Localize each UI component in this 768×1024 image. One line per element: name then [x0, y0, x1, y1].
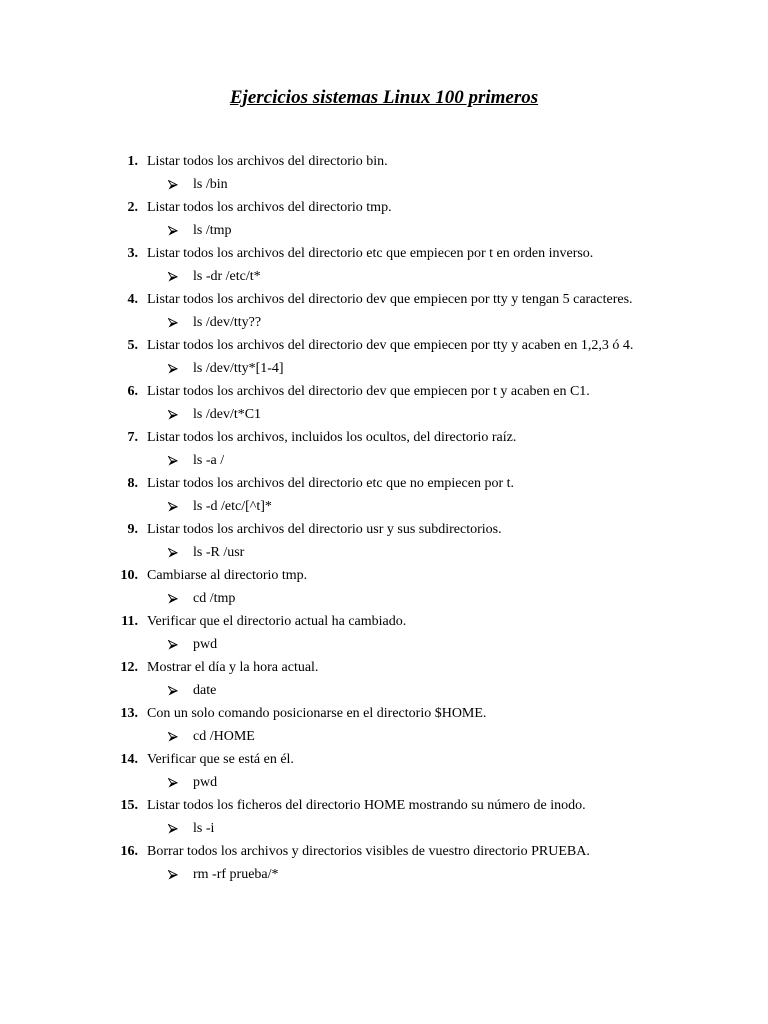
- exercise-answer: [0, 863, 768, 886]
- exercise-answer: [0, 219, 768, 242]
- exercise-number: 7.: [127, 430, 138, 445]
- exercise-question-text: Listar todos los archivos del directorio dev que empiecen por t y acaben en C1.: [147, 384, 590, 399]
- exercise-answer-command: ls -dr /etc/t*: [193, 269, 261, 284]
- exercise-answer: [0, 541, 768, 564]
- exercise-answer: [0, 403, 768, 426]
- exercise-question-text: Verificar que se está en él.: [147, 752, 294, 767]
- exercise-answer-command: cd /tmp: [193, 591, 236, 606]
- arrow-bullet-icon: [168, 502, 178, 512]
- exercise-question-text: Mostrar el día y la hora actual.: [147, 660, 319, 675]
- exercise-answer: [0, 587, 768, 610]
- exercise-answer: [0, 311, 768, 334]
- exercise-question-text: Listar todos los ficheros del directorio HOME mostrando su número de inodo.: [147, 798, 586, 813]
- exercise-answer-command: ls /dev/tty*[1-4]: [193, 361, 284, 376]
- exercise-answer: [0, 173, 768, 196]
- arrow-bullet-icon: [168, 318, 178, 328]
- exercise-number: 14.: [120, 752, 138, 767]
- exercise-answer: [0, 817, 768, 840]
- arrow-bullet-icon: [168, 686, 178, 696]
- exercise-question-text: Borrar todos los archivos y directorios visibles de vuestro directorio PRUEBA.: [147, 844, 590, 859]
- exercise-answer: [0, 449, 768, 472]
- arrow-bullet-icon: [168, 594, 178, 604]
- exercise-number: 16.: [120, 844, 138, 859]
- exercise-question: [0, 196, 768, 219]
- arrow-bullet-icon: [168, 548, 178, 558]
- exercise-question: [0, 564, 768, 587]
- exercise-number: 13.: [120, 706, 138, 721]
- exercise-question: [0, 334, 768, 357]
- exercise-answer: [0, 495, 768, 518]
- exercise-answer-command: ls -R /usr: [193, 545, 245, 560]
- arrow-bullet-icon: [168, 226, 178, 236]
- exercise-number: 12.: [120, 660, 138, 675]
- exercise-number: 3.: [127, 246, 138, 261]
- exercise-question-text: Listar todos los archivos del directorio dev que empiecen por tty y acaben en 1,2,3 ó 4.: [147, 338, 634, 353]
- exercise-number: 15.: [120, 798, 138, 813]
- exercise-number: 8.: [127, 476, 138, 491]
- exercise-question: [0, 288, 768, 311]
- exercise-question: [0, 656, 768, 679]
- exercise-answer: [0, 679, 768, 702]
- exercise-answer-command: date: [193, 683, 217, 698]
- exercise-question: [0, 242, 768, 265]
- exercise-answer: [0, 265, 768, 288]
- exercise-answer-command: ls -d /etc/[^t]*: [193, 499, 272, 514]
- exercise-answer-command: rm -rf prueba/*: [193, 867, 279, 882]
- exercise-question: [0, 380, 768, 403]
- arrow-bullet-icon: [168, 824, 178, 834]
- arrow-bullet-icon: [168, 640, 178, 650]
- exercise-answer-command: cd /HOME: [193, 729, 255, 744]
- arrow-bullet-icon: [168, 870, 178, 880]
- exercise-answer: [0, 725, 768, 748]
- exercise-question-text: Listar todos los archivos del directorio tmp.: [147, 200, 392, 215]
- exercise-number: 2.: [127, 200, 138, 215]
- exercise-answer-command: ls /tmp: [193, 223, 232, 238]
- exercise-question-text: Listar todos los archivos del directorio etc que empiecen por t en orden inverso.: [147, 246, 594, 261]
- exercise-answer: [0, 771, 768, 794]
- exercise-number: 1.: [127, 154, 138, 169]
- exercise-answer-command: pwd: [193, 775, 218, 790]
- exercise-answer-command: ls /bin: [193, 177, 228, 192]
- arrow-bullet-icon: [168, 456, 178, 466]
- exercise-question: [0, 794, 768, 817]
- exercise-number: 4.: [127, 292, 138, 307]
- exercise-number: 9.: [127, 522, 138, 537]
- exercise-answer-command: ls /dev/t*C1: [193, 407, 262, 422]
- exercise-question: [0, 150, 768, 173]
- exercise-question-text: Verificar que el directorio actual ha cambiado.: [147, 614, 407, 629]
- exercise-question: [0, 472, 768, 495]
- exercise-question-text: Cambiarse al directorio tmp.: [147, 568, 308, 583]
- exercise-number: 6.: [127, 384, 138, 399]
- exercise-question-text: Listar todos los archivos del directorio etc que no empiecen por t.: [147, 476, 515, 491]
- exercise-answer: [0, 633, 768, 656]
- exercise-answer-command: pwd: [193, 637, 218, 652]
- arrow-bullet-icon: [168, 364, 178, 374]
- arrow-bullet-icon: [168, 410, 178, 420]
- arrow-bullet-icon: [168, 732, 178, 742]
- exercise-answer-command: ls -i: [193, 821, 215, 836]
- arrow-bullet-icon: [168, 180, 178, 190]
- arrow-bullet-icon: [168, 778, 178, 788]
- exercise-number: 10.: [120, 568, 138, 583]
- exercise-question-text: Listar todos los archivos del directorio dev que empiecen por tty y tengan 5 caracteres.: [147, 292, 633, 307]
- exercise-question: [0, 610, 768, 633]
- exercise-question-text: Listar todos los archivos, incluidos los ocultos, del directorio raíz.: [147, 430, 517, 445]
- arrow-bullet-icon: [168, 272, 178, 282]
- exercise-question-text: Listar todos los archivos del directorio bin.: [147, 154, 388, 169]
- exercise-question: [0, 426, 768, 449]
- exercise-number: 5.: [127, 338, 138, 353]
- exercise-list: [0, 150, 768, 886]
- exercise-answer-command: ls -a /: [193, 453, 225, 468]
- exercise-number: 11.: [121, 614, 138, 629]
- exercise-question-text: Listar todos los archivos del directorio usr y sus subdirectorios.: [147, 522, 502, 537]
- exercise-question: [0, 748, 768, 771]
- page-title: Ejercicios sistemas Linux 100 primeros: [229, 87, 539, 108]
- exercise-answer-command: ls /dev/tty??: [193, 315, 262, 330]
- exercise-question: [0, 840, 768, 863]
- exercise-question-text: Con un solo comando posicionarse en el directorio $HOME.: [147, 706, 487, 721]
- exercise-question: [0, 702, 768, 725]
- exercise-question: [0, 518, 768, 541]
- exercise-answer: [0, 357, 768, 380]
